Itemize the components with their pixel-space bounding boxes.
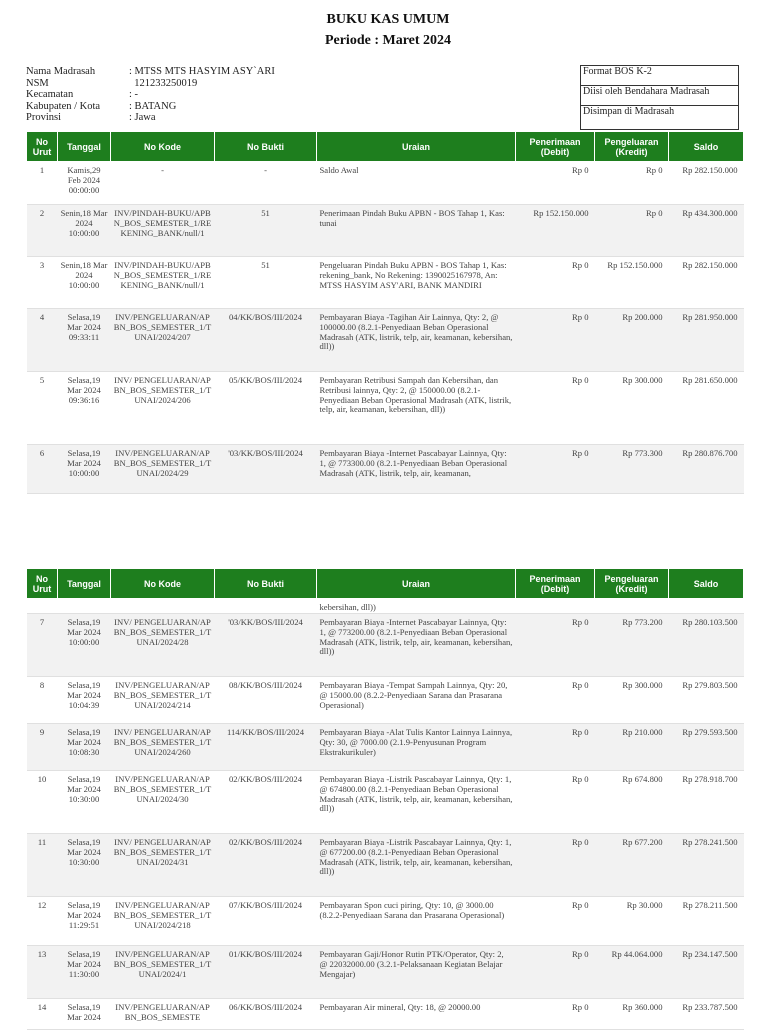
- cell-no: 2: [27, 205, 58, 257]
- cell-tanggal: Kamis,29 Feb 2024 00:00:00: [58, 162, 111, 205]
- cell-tanggal: Selasa,19 Mar 2024 10:08:30: [58, 724, 111, 771]
- cell-saldo: Rp 281.950.000: [669, 309, 744, 372]
- info-value: : -: [129, 89, 139, 100]
- col-header-no: No Urut: [27, 569, 58, 599]
- cell-kode: INV/PENGELUARAN/APBN_BOS_SEMESTE: [111, 999, 215, 1030]
- table-row: [27, 257, 744, 309]
- cell-bukti: 06/KK/BOS/III/2024: [215, 999, 317, 1030]
- cell-uraian: Pembayaran Biaya -Listrik Pascabayar Lainnya, Qty: 1, @ 677200.00 (8.2.1-Penyediaan Beban Operasional Madrasah (ATK, listrik, telp, air, keamanan, kebersihan, dll)): [317, 834, 516, 897]
- cell-penerimaan: Rp 0: [516, 309, 595, 372]
- info-row-provinsi: [26, 112, 346, 120]
- cell-penerimaan: Rp 0: [516, 372, 595, 445]
- col-header-pengeluaran: Pengeluaran (Kredit): [595, 569, 669, 599]
- cell-kode: INV/PENGELUARAN/APBN_BOS_SEMESTER_1/TUNAI/2024/1: [111, 946, 215, 999]
- cell-kode: INV/ PENGELUARAN/APBN_BOS_SEMESTER_1/TUNAI/2024/31: [111, 834, 215, 897]
- cell-pengeluaran: Rp 0: [595, 162, 669, 205]
- cell-no: 10: [27, 771, 58, 834]
- cell-saldo: Rp 279.593.500: [669, 724, 744, 771]
- cell-bukti: 04/KK/BOS/III/2024: [215, 309, 317, 372]
- cell-kode: INV/PINDAH-BUKU/APBN_BOS_SEMESTER_1/REKENING_BANK/null/1: [111, 205, 215, 257]
- cell-pengeluaran: Rp 773.300: [595, 445, 669, 494]
- col-header-uraian: Uraian: [317, 569, 516, 599]
- cell-tanggal: [58, 599, 111, 614]
- cell-kode: INV/PENGELUARAN/APBN_BOS_SEMESTER_1/TUNAI/2024/30: [111, 771, 215, 834]
- info-row-nsm: [26, 78, 346, 90]
- cell-uraian: Pembayaran Retribusi Sampah dan Kebersihan, dan Retribusi lainnya, Qty: 2, @ 150000.00 (8.2.1-Penyediaan Beban Operasional Madrasah (ATK, listrik, telp, air, keamanan, kebersihan, dll)): [317, 372, 516, 445]
- col-header-kode: No Kode: [111, 132, 215, 162]
- cell-bukti: 01/KK/BOS/III/2024: [215, 946, 317, 999]
- cell-uraian: Pembayaran Air mineral, Qty: 18, @ 20000.00: [317, 999, 516, 1030]
- cell-saldo: Rp 234.147.500: [669, 946, 744, 999]
- cell-penerimaan: [516, 599, 595, 614]
- cell-kode: INV/PENGELUARAN/APBN_BOS_SEMESTER_1/TUNAI/2024/29: [111, 445, 215, 494]
- cell-no: 14: [27, 999, 58, 1030]
- document-title: BUKU KAS UMUM: [326, 12, 450, 27]
- cell-penerimaan: Rp 0: [516, 677, 595, 724]
- cell-no: 4: [27, 309, 58, 372]
- cell-pengeluaran: Rp 210.000: [595, 724, 669, 771]
- info-row-kecamatan: [26, 89, 346, 101]
- cell-uraian: Saldo Awal: [317, 162, 516, 205]
- cell-pengeluaran: Rp 0: [595, 205, 669, 257]
- table-body: [27, 599, 744, 1030]
- table-row: [27, 614, 744, 677]
- cell-saldo: Rp 278.211.500: [669, 897, 744, 946]
- table-body: [27, 162, 744, 494]
- cell-pengeluaran: Rp 44.064.000: [595, 946, 669, 999]
- cell-bukti: '03/KK/BOS/III/2024: [215, 445, 317, 494]
- cell-penerimaan: Rp 0: [516, 614, 595, 677]
- cell-kode: INV/PINDAH-BUKU/APBN_BOS_SEMESTER_1/REKENING_BANK/null/1: [111, 257, 215, 309]
- cell-kode: [111, 599, 215, 614]
- cell-penerimaan: Rp 0: [516, 445, 595, 494]
- cell-pengeluaran: Rp 677.200: [595, 834, 669, 897]
- format-box: [580, 65, 739, 130]
- cell-bukti: 51: [215, 257, 317, 309]
- cell-no: 12: [27, 897, 58, 946]
- cell-penerimaan: Rp 0: [516, 999, 595, 1030]
- document-period: Periode : Maret 2024: [324, 33, 452, 48]
- cell-pengeluaran: Rp 152.150.000: [595, 257, 669, 309]
- format-line: Diisi oleh Bendahara Madrasah: [581, 86, 738, 106]
- format-line: Disimpan di Madrasah: [583, 106, 675, 117]
- cell-saldo: [669, 599, 744, 614]
- cell-bukti: 51: [215, 205, 317, 257]
- cell-uraian: Pengeluaran Pindah Buku APBN - BOS Tahap 1, Kas: rekening_bank, No Rekening: 1390025167978, An: MTSS HASYIM ASY'ARI, BANK MANDIRI: [317, 257, 516, 309]
- cell-tanggal: Selasa,19 Mar 2024 11:30:00: [58, 946, 111, 999]
- cell-tanggal: Selasa,19 Mar 2024 11:29:51: [58, 897, 111, 946]
- col-header-bukti: No Bukti: [215, 569, 317, 599]
- cell-uraian: Pembayaran Biaya -Tagihan Air Lainnya, Qty: 2, @ 100000.00 (8.2.1-Penyediaan Beban Operasional Madrasah (ATK, listrik, telp, air, keamanan, kebersihan, dll)): [317, 309, 516, 372]
- col-header-no: No Urut: [27, 132, 58, 162]
- table-row: [27, 309, 744, 372]
- table-row: [27, 677, 744, 724]
- cell-bukti: [215, 599, 317, 614]
- info-value: : MTSS MTS HASYIM ASY`ARI: [129, 66, 275, 77]
- col-header-pengeluaran: Pengeluaran (Kredit): [595, 132, 669, 162]
- table-row: [27, 999, 744, 1030]
- cell-saldo: Rp 282.150.000: [669, 162, 744, 205]
- cell-kode: INV/PENGELUARAN/APBN_BOS_SEMESTER_1/TUNAI/2024/218: [111, 897, 215, 946]
- cell-no: 11: [27, 834, 58, 897]
- cell-no: 13: [27, 946, 58, 999]
- cell-kode: INV/ PENGELUARAN/APBN_BOS_SEMESTER_1/TUNAI/2024/206: [111, 372, 215, 445]
- cell-no: 5: [27, 372, 58, 445]
- info-value: : BATANG: [129, 100, 177, 112]
- cell-saldo: Rp 282.150.000: [669, 257, 744, 309]
- col-header-penerimaan: Penerimaan (Debit): [516, 132, 595, 162]
- cell-pengeluaran: Rp 30.000: [595, 897, 669, 946]
- info-label: Kabupaten / Kota: [26, 100, 101, 112]
- cell-penerimaan: Rp 0: [516, 897, 595, 946]
- cell-tanggal: Selasa,19 Mar 2024 10:00:00: [58, 614, 111, 677]
- info-label: Nama Madrasah: [26, 66, 96, 77]
- cell-saldo: Rp 281.650.000: [669, 372, 744, 445]
- cell-no: 8: [27, 677, 58, 724]
- table-header-row: [27, 132, 744, 162]
- col-header-tanggal: Tanggal: [58, 132, 111, 162]
- cell-uraian: Pembayaran Biaya -Internet Pascabayar Lainnya, Qty: 1, @ 773300.00 (8.2.1-Penyediaan Beban Operasional Madrasah (ATK, listrik, telp, air, keamanan,: [317, 445, 516, 494]
- cell-bukti: 02/KK/BOS/III/2024: [215, 771, 317, 834]
- table-row: [27, 834, 744, 897]
- col-header-penerimaan: Penerimaan (Debit): [516, 569, 595, 599]
- ledger-table-page-2: [26, 568, 744, 1030]
- cell-kode: -: [111, 162, 215, 205]
- cell-kode: INV/ PENGELUARAN/APBN_BOS_SEMESTER_1/TUNAI/2024/260: [111, 724, 215, 771]
- col-header-uraian: Uraian: [317, 132, 516, 162]
- cell-uraian: Pembayaran Biaya -Alat Tulis Kantor Lainnya Lainnya, Qty: 30, @ 7000.00 (2.1.9-Penyusunan Program Ekstrakurikuler): [317, 724, 516, 771]
- table-row: [27, 162, 744, 205]
- cell-pengeluaran: Rp 674.800: [595, 771, 669, 834]
- cell-tanggal: Selasa,19 Mar 2024 10:30:00: [58, 771, 111, 834]
- cell-pengeluaran: Rp 300.000: [595, 677, 669, 724]
- table-row: [27, 724, 744, 771]
- cell-no: [27, 599, 58, 614]
- cell-pengeluaran: Rp 200.000: [595, 309, 669, 372]
- ledger-table-page-1: [26, 131, 744, 494]
- cell-tanggal: Selasa,19 Mar 2024 09:33:11: [58, 309, 111, 372]
- cell-saldo: Rp 280.876.700: [669, 445, 744, 494]
- cell-penerimaan: Rp 0: [516, 771, 595, 834]
- info-label: NSM: [26, 77, 49, 89]
- cell-tanggal: Selasa,19 Mar 2024 10:04:39: [58, 677, 111, 724]
- cell-pengeluaran: Rp 773.200: [595, 614, 669, 677]
- cell-saldo: Rp 279.803.500: [669, 677, 744, 724]
- cell-bukti: '03/KK/BOS/III/2024: [215, 614, 317, 677]
- cell-penerimaan: Rp 0: [516, 724, 595, 771]
- cell-bukti: 114/KK/BOS/III/2024: [215, 724, 317, 771]
- cell-uraian: kebersihan, dll)): [317, 599, 516, 614]
- cell-tanggal: Senin,18 Mar 2024 10:00:00: [58, 257, 111, 309]
- cell-tanggal: Selasa,19 Mar 2024 10:00:00: [58, 445, 111, 494]
- cell-penerimaan: Rp 0: [516, 162, 595, 205]
- cell-no: 6: [27, 445, 58, 494]
- cell-penerimaan: Rp 0: [516, 834, 595, 897]
- cell-saldo: Rp 280.103.500: [669, 614, 744, 677]
- cell-bukti: 05/KK/BOS/III/2024: [215, 372, 317, 445]
- cell-bukti: 02/KK/BOS/III/2024: [215, 834, 317, 897]
- cell-bukti: -: [215, 162, 317, 205]
- cell-uraian: Pembayaran Biaya -Listrik Pascabayar Lainnya, Qty: 1, @ 674800.00 (8.2.1-Penyediaan Beban Operasional Madrasah (ATK, listrik, telp, air, keamanan, kebersihan, dll)): [317, 771, 516, 834]
- cell-penerimaan: Rp 0: [516, 257, 595, 309]
- cell-pengeluaran: [595, 599, 669, 614]
- cell-no: 1: [27, 162, 58, 205]
- cell-kode: INV/PENGELUARAN/APBN_BOS_SEMESTER_1/TUNAI/2024/207: [111, 309, 215, 372]
- cell-uraian: Pembayaran Spon cuci piring, Qty: 10, @ 3000.00 (8.2.2-Penyediaan Sarana dan Prasarana Operasional): [317, 897, 516, 946]
- col-header-tanggal: Tanggal: [58, 569, 111, 599]
- cell-tanggal: Selasa,19 Mar 2024 09:36:16: [58, 372, 111, 445]
- cell-tanggal: Selasa,19 Mar 2024 10:30:00: [58, 834, 111, 897]
- cell-kode: INV/ PENGELUARAN/APBN_BOS_SEMESTER_1/TUNAI/2024/28: [111, 614, 215, 677]
- cell-no: 9: [27, 724, 58, 771]
- table-row: [27, 599, 744, 614]
- col-header-bukti: No Bukti: [215, 132, 317, 162]
- cell-pengeluaran: Rp 300.000: [595, 372, 669, 445]
- info-value: 121233250019: [129, 77, 198, 89]
- cell-uraian: Pembayaran Gaji/Honor Rutin PTK/Operator, Qty: 2, @ 22032000.00 (3.2.1-Pelaksanaan Kegiatan Belajar Mengajar): [317, 946, 516, 999]
- table-row: [27, 771, 744, 834]
- col-header-saldo: Saldo: [669, 132, 744, 162]
- info-label: Provinsi: [26, 112, 62, 120]
- cell-tanggal: Selasa,19 Mar 2024: [58, 999, 111, 1030]
- cell-uraian: Pembayaran Biaya -Internet Pascabayar Lainnya, Qty: 1, @ 773200.00 (8.2.1-Penyediaan Beban Operasional Madrasah (ATK, listrik, telp, air, keamanan, kebersihan, dll)): [317, 614, 516, 677]
- info-value: : Jawa: [129, 112, 156, 120]
- format-line: Format BOS K-2: [581, 66, 738, 86]
- info-row-madrasah: [26, 66, 346, 78]
- cell-tanggal: Senin,18 Mar 2024 10:00:00: [58, 205, 111, 257]
- table-row: [27, 372, 744, 445]
- cell-kode: INV/PENGELUARAN/APBN_BOS_SEMESTER_1/TUNAI/2024/214: [111, 677, 215, 724]
- table-row: [27, 897, 744, 946]
- cell-saldo: Rp 233.787.500: [669, 999, 744, 1030]
- cell-uraian: Penerimaan Pindah Buku APBN - BOS Tahap 1, Kas: tunai: [317, 205, 516, 257]
- cell-no: 7: [27, 614, 58, 677]
- cell-penerimaan: Rp 152.150.000: [516, 205, 595, 257]
- cell-bukti: 08/KK/BOS/III/2024: [215, 677, 317, 724]
- table-row: [27, 946, 744, 999]
- col-header-saldo: Saldo: [669, 569, 744, 599]
- info-label: Kecamatan: [26, 89, 74, 100]
- cell-saldo: Rp 278.241.500: [669, 834, 744, 897]
- col-header-kode: No Kode: [111, 569, 215, 599]
- cell-bukti: 07/KK/BOS/III/2024: [215, 897, 317, 946]
- table-header-row: [27, 569, 744, 599]
- cell-saldo: Rp 434.300.000: [669, 205, 744, 257]
- table-row: [27, 205, 744, 257]
- school-info: [26, 66, 346, 120]
- cell-pengeluaran: Rp 360.000: [595, 999, 669, 1030]
- cell-penerimaan: Rp 0: [516, 946, 595, 999]
- table-row: [27, 445, 744, 494]
- cell-uraian: Pembayaran Biaya -Tempat Sampah Lainnya, Qty: 20, @ 15000.00 (8.2.2-Penyediaan Sarana dan Prasarana Operasional): [317, 677, 516, 724]
- info-row-kabupaten: [26, 101, 346, 113]
- cell-no: 3: [27, 257, 58, 309]
- cell-saldo: Rp 278.918.700: [669, 771, 744, 834]
